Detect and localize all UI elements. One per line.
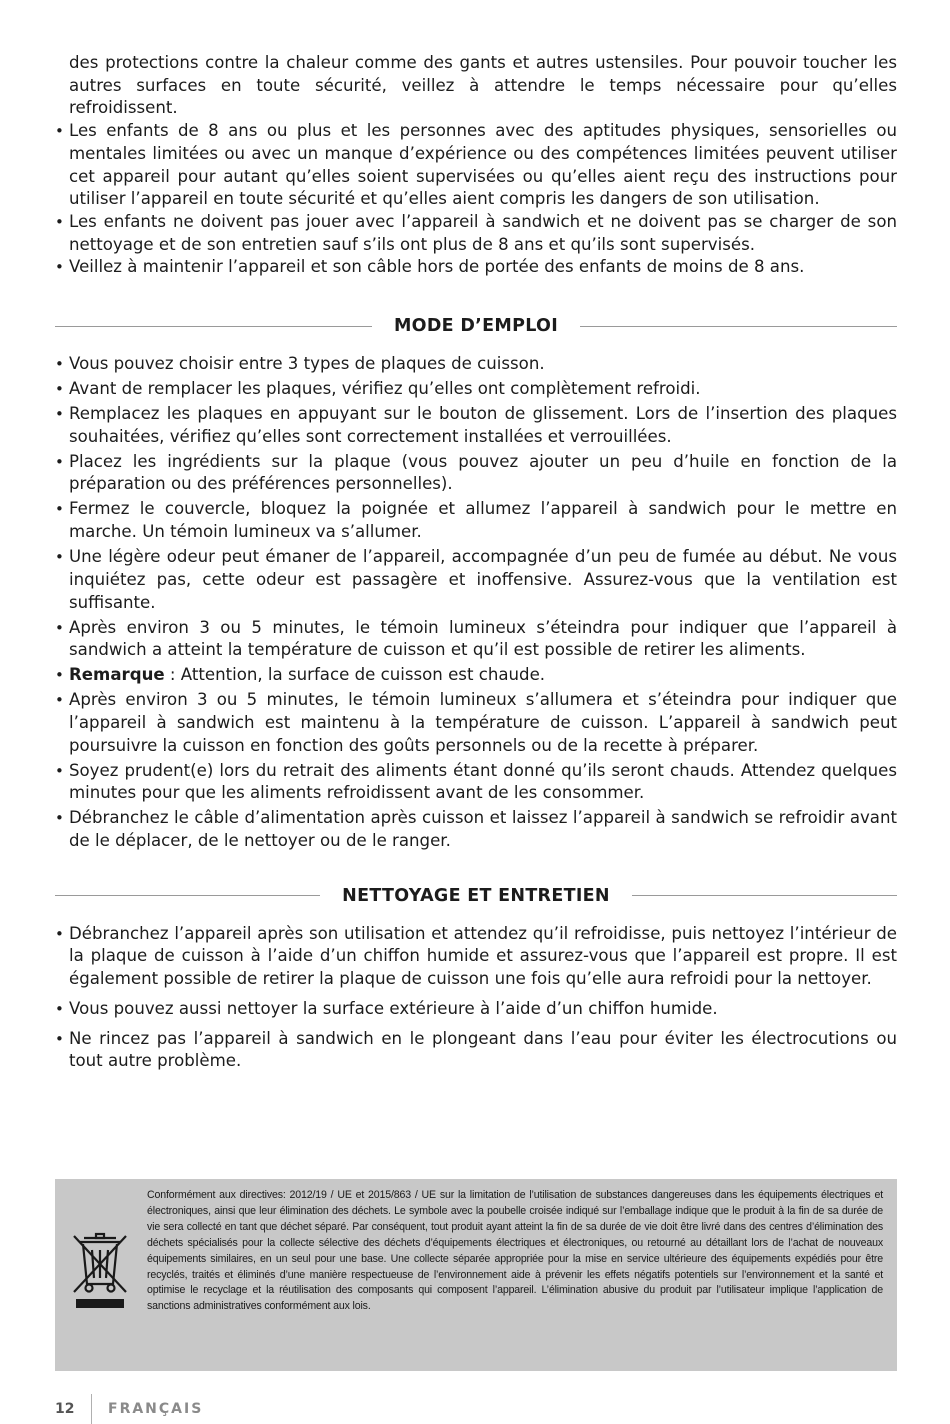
crossed-out-wheelie-bin-icon: [70, 1232, 130, 1312]
list-item: • Soyez prudent(e) lors du retrait des aliments étant donné qu’ils seront chauds. Attendez quelques minutes pour que les aliments refroidissent avant de les consommer.: [55, 760, 897, 805]
section-title: NETTOYAGE ET ENTRETIEN: [342, 885, 610, 906]
list-item: • Avant de remplacer les plaques, vérifiez qu’elles ont complètement refroidi.: [55, 378, 897, 401]
list-item: • Vous pouvez aussi nettoyer la surface extérieure à l’aide d’un chiffon humide.: [55, 998, 897, 1021]
section-heading-mode-emploi: [55, 315, 897, 337]
remarque-label: Remarque: [69, 665, 165, 685]
list-item: • Les enfants de 8 ans ou plus et les personnes avec des aptitudes physiques, sensorielles ou mentales limitées ou avec un manque d’expérience ou des compétences limitées peuvent utiliser cet appareil pour autant qu’elles soient supervisées ou qu’elles aient reçu des instructions pour utiliser l’appareil en toute sécurité et qu’elles aient compris les dangers de son utilisation.: [55, 120, 897, 211]
list-item: • Ne rincez pas l’appareil à sandwich en le plongeant dans l’eau pour éviter les électrocutions ou tout autre problème.: [55, 1028, 897, 1073]
weee-notice-box: [55, 1179, 897, 1371]
remarque-text: : Attention, la surface de cuisson est chaude.: [164, 665, 546, 685]
list-item-remarque: [55, 664, 897, 687]
section-heading-nettoyage: [55, 885, 897, 907]
section-title: MODE D’EMPLOI: [393, 316, 559, 337]
weee-notice-text: Conformément aux directives: 2012/19 / UE et 2015/863 / UE sur la limitation de l’utilisation de substances dangereuses dans les équipements électriques et électroniques, ainsi que leur élimination des déchets. Le symbole avec la poubelle croisée indiqué sur l’emballage indique que le produit à la fin de sa durée de vie sera collecté en tant que déchet séparé. Par conséquent, tout produit ayant atteint la fin de sa durée de vie doit être livré dans des centres d’élimination des déchets spécialisés pour la collecte sélective des déchets d’équipements électriques et électroniques, ou retourné au détaillant lors de l’achat de nouveaux équipements similaires, en un seul pour une base. Une collecte séparée appropriée pour la mise en service ultérieure des équipements expédiés pour être recyclés, traités et éliminés d’une manière respectueuse de l’environnement aide à prévenir les effets négatifs potentiels sur l’environnement et la santé et optimise le recyclage et la réutilisation des composants qui composent l’appareil. L’élimination abusive du produit par l’utilisateur implique l’application de sanctions administratives conformément aux lois.: [147, 1189, 883, 1313]
list-item: • Fermez le couvercle, bloquez la poignée et allumez l’appareil à sandwich pour le mettre en marche. Un témoin lumineux va s’allumer.: [55, 498, 897, 543]
language-label: FRANÇAIS: [108, 1401, 204, 1417]
list-item: • Débranchez le câble d’alimentation après cuisson et laissez l’appareil à sandwich se refroidir avant de le déplacer, de le nettoyer ou de le ranger.: [55, 807, 897, 852]
footer-divider: [91, 1394, 92, 1424]
page-number: 12: [55, 1401, 75, 1417]
list-item: • Débranchez l’appareil après son utilisation et attendez qu’il refroidisse, puis nettoyez l’intérieur de la plaque de cuisson à l’aide d’un chiffon humide et assurez-vous que l’appareil est propre. Il est également possible de retirer la plaque de cuisson une fois qu’elle aura refroidi pour la nettoyer.: [55, 923, 897, 991]
list-item: • Vous pouvez choisir entre 3 types de plaques de cuisson.: [55, 353, 897, 376]
list-item: • Veillez à maintenir l’appareil et son câble hors de portée des enfants de moins de 8 ans.: [55, 256, 897, 279]
list-item: • Après environ 3 ou 5 minutes, le témoin lumineux s’éteindra pour indiquer que l’appareil à sandwich a atteint la température de cuisson et qu’il est possible de retirer les aliments.: [55, 617, 897, 662]
divider: [632, 895, 897, 896]
mode-emploi-list: [55, 353, 897, 853]
divider: [55, 895, 320, 896]
list-item: • Les enfants ne doivent pas jouer avec l’appareil à sandwich et ne doivent pas se charger de son nettoyage et de son entretien sauf s’ils ont plus de 8 ans et qu’ils sont supervisés.: [55, 211, 897, 256]
nettoyage-list: [55, 923, 897, 1073]
list-item: • Après environ 3 ou 5 minutes, le témoin lumineux s’allumera et s’éteindra pour indiquer que l’appareil à sandwich est maintenu à la température de cuisson. L’appareil à sandwich peut poursuivre la cuisson en fonction des goûts personnels ou de la recette à préparer.: [55, 689, 897, 757]
page-footer: [55, 1398, 203, 1420]
intro-paragraph: des protections contre la chaleur comme des gants et autres ustensiles. Pour pouvoir toucher les autres surfaces en toute sécurité, veillez à attendre le temps nécessaire pour qu’elles refroidissent.: [69, 53, 897, 118]
divider: [580, 326, 897, 327]
page-content: [55, 52, 897, 1080]
list-item: • Placez les ingrédients sur la plaque (vous pouvez ajouter un peu d’huile en fonction de la préparation ou des préférences personnelles).: [55, 451, 897, 496]
list-item: • Une légère odeur peut émaner de l’appareil, accompagnée d’un peu de fumée au début. Ne vous inquiétez pas, cette odeur est passagère et inoffensive. Assurez-vous que la ventilation est suffisante.: [55, 546, 897, 614]
safety-list: [55, 120, 897, 279]
divider: [55, 326, 372, 327]
list-item: • Remplacez les plaques en appuyant sur le bouton de glissement. Lors de l’insertion des plaques souhaitées, vérifiez qu’elles sont correctement installées et verrouillées.: [55, 403, 897, 448]
